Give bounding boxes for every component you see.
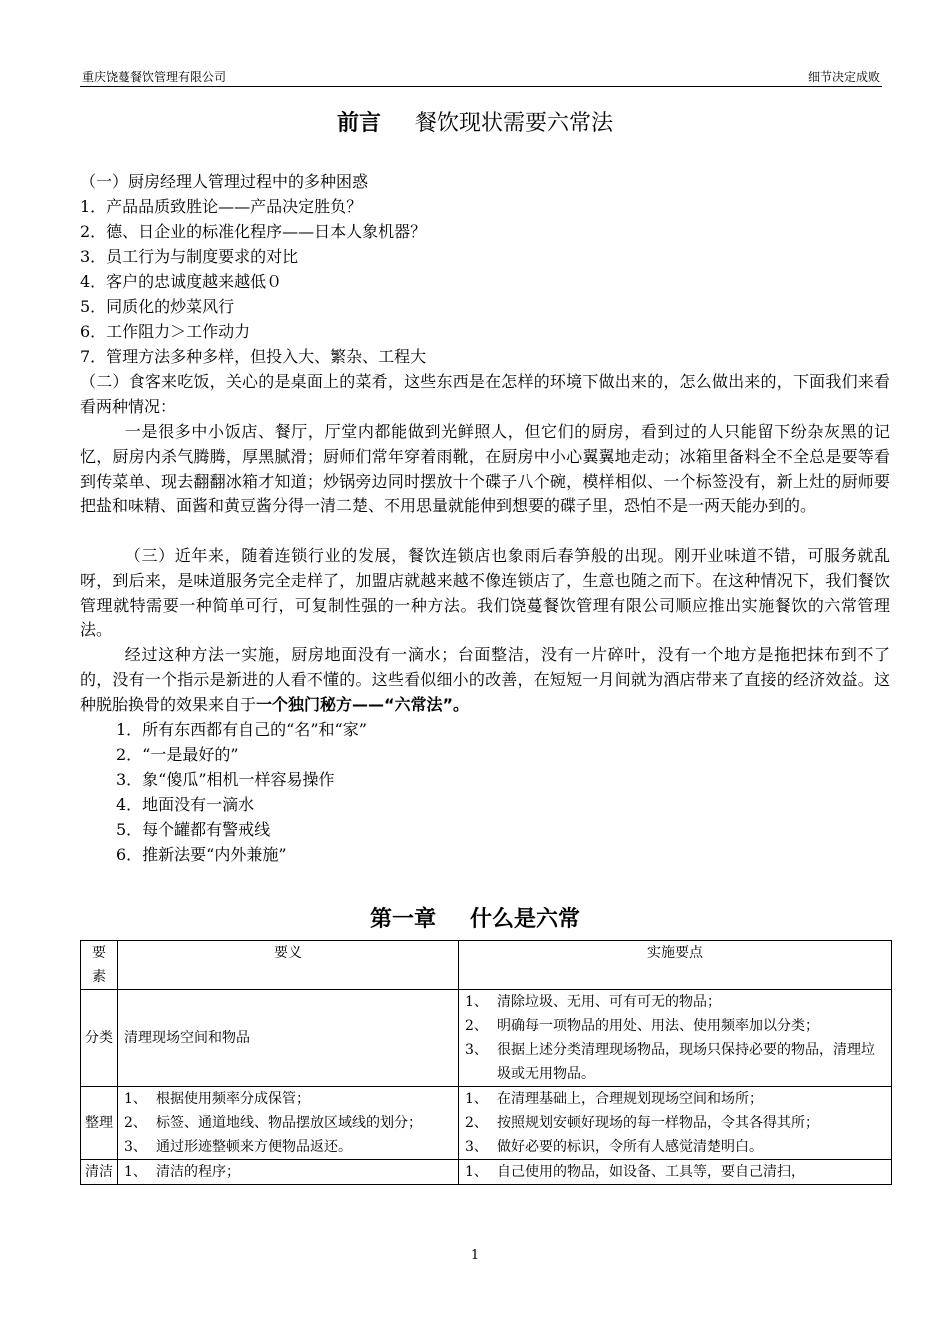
section3-item: 4．地面没有一滴水 (116, 795, 255, 814)
meaning-text: 清洁的程序； (156, 1164, 240, 1180)
row-points (459, 1160, 892, 1185)
point-text: 很据上述分类清理现场物品，现场只保持必要的物品，清理垃圾或无用物品。 (497, 1042, 875, 1082)
row-meaning: 清理现场空间和物品 (118, 990, 459, 1087)
section3-item: 5．每个罐都有警戒线 (116, 820, 271, 839)
row-meaning (118, 1087, 459, 1160)
meaning-number: 1、 (124, 1091, 147, 1107)
section1-item: 1．产品品质致胜论——产品决定胜负？ (80, 197, 363, 216)
point-text: 明确每一项物品的用处、用法、使用频率加以分类； (497, 1018, 819, 1034)
meaning-item (124, 1087, 452, 1111)
preface-title (0, 106, 950, 137)
section2-body: 一是很多中小饭店、餐厅，厅堂内都能做到光鲜照人，但它们的厨房，看到过的人只能留下纷杂灰黑的记忆，厨房内杀气腾腾，厚黑腻滑；厨师们常年穿着雨靴，在厨房中小心翼翼地走动；冰箱里备料全不全总是要等看到传菜单、现去翻翻冰箱才知道；炒锅旁边同时摆放十个碟子八个碗，模样相似、一个标签没有，新上灶的厨师要把盐和味精、面酱和黄豆酱分得一清二楚、不用思量就能伸到想要的碟子里，恐怕不是一两天能办到的。 (80, 422, 890, 516)
section1-heading: （一）厨房经理人管理过程中的多种困惑 (80, 172, 369, 191)
point-text: 做好必要的标识，令所有人感觉清楚明白。 (497, 1139, 763, 1155)
point-item (465, 1087, 885, 1111)
row-points (459, 990, 892, 1087)
meaning-text: 通过形迹整顿来方便物品返还。 (156, 1139, 352, 1155)
chapter1-heading: 什么是六常 (470, 906, 581, 932)
meaning-text: 标签、通道地线、物品摆放区域线的划分； (156, 1115, 422, 1131)
section1-item: 3．员工行为与制度要求的对比 (80, 247, 299, 266)
row-points (459, 1087, 892, 1160)
row-key: 整理 (81, 1087, 118, 1160)
chapter1-title (0, 902, 950, 933)
point-item (465, 1160, 885, 1184)
table-header-cell: 要素 (81, 941, 118, 990)
meaning-number: 2、 (124, 1115, 147, 1131)
table-row (81, 990, 892, 1087)
row-key: 清洁 (81, 1160, 118, 1185)
meaning-text: 根据使用频率分成保管； (156, 1091, 310, 1107)
point-number: 1、 (465, 994, 488, 1010)
point-text: 自己使用的物品，如设备、工具等，要自己清扫， (497, 1164, 805, 1180)
section1-item: 5．同质化的炒菜风行 (80, 297, 235, 316)
meaning-item (124, 1160, 452, 1184)
section3-body2 (80, 643, 890, 717)
point-number: 2、 (465, 1115, 488, 1131)
point-text: 清除垃圾、无用、可有可无的物品； (497, 994, 721, 1010)
meaning-item (124, 1111, 452, 1135)
table-row (81, 1087, 892, 1160)
table-header-row (81, 941, 892, 990)
section1-item: 4．客户的忠诚度越来越低０ (80, 272, 283, 291)
section3-item: 2．“一是最好的” (116, 745, 239, 764)
meaning-number: 3、 (124, 1139, 147, 1155)
row-meaning (118, 1160, 459, 1185)
header-company: 重庆饶蔓餐饮管理有限公司 (82, 70, 227, 84)
section1-item: 2．德、日企业的标准化程序——日本人象机器？ (80, 222, 427, 241)
point-item (465, 1014, 885, 1038)
point-number: 1、 (465, 1164, 488, 1180)
row-key: 分类 (81, 990, 118, 1087)
page-number: 1 (470, 1248, 480, 1263)
table-header-cell: 要义 (118, 941, 459, 990)
preface-heading: 餐饮现状需要六常法 (415, 111, 614, 136)
point-number: 2、 (465, 1018, 488, 1034)
chapter1-label: 第一章 (369, 906, 436, 932)
section1-item: 6．工作阻力＞工作动力 (80, 322, 251, 341)
section1-item: 7．管理方法多种多样，但投入大、繁杂、工程大 (80, 347, 427, 366)
point-number: 3、 (465, 1139, 488, 1155)
page-header (80, 68, 882, 87)
section3-emphasis: 一个独门秘方——“六常法”。 (256, 694, 470, 714)
point-item (465, 1135, 885, 1159)
meaning-number: 1、 (124, 1164, 147, 1180)
point-number: 3、 (465, 1042, 488, 1058)
point-item (465, 990, 885, 1014)
section2-intro: （二）食客来吃饭，关心的是桌面上的菜肴，这些东西是在怎样的环境下做出来的，怎么做出来的，下面我们来看看两种情况： (80, 372, 890, 416)
six-s-table (80, 940, 892, 1185)
section3-item: 3．象“傻瓜”相机一样容易操作 (116, 770, 335, 789)
section3-body: （三）近年来，随着连锁行业的发展，餐饮连锁店也象雨后春笋般的出现。刚开业味道不错，可服务就乱呀，到后来，是味道服务完全走样了，加盟店就越来越不像连锁店了，生意也随之而下。在这种情况下，我们餐饮管理就特需要一种简单可行，可复制性强的一种方法。我们饶蔓餐饮管理有限公司顺应推出实施餐饮的六常管理法。 (80, 546, 890, 640)
point-item (465, 1038, 885, 1086)
table-header-cell: 实施要点 (459, 941, 892, 990)
point-item (465, 1111, 885, 1135)
section3-item: 1．所有东西都有自己的“名”和“家” (116, 720, 367, 739)
header-slogan: 细节决定成败 (807, 70, 880, 84)
section3-item: 6．推新法要“内外兼施” (116, 845, 287, 864)
table-row (81, 1160, 892, 1185)
point-number: 1、 (465, 1091, 488, 1107)
preface-label: 前言 (336, 110, 381, 136)
meaning-item (124, 1135, 452, 1159)
point-text: 在清理基础上，合理规划现场空间和场所； (497, 1091, 763, 1107)
point-text: 按照规划安顿好现场的每一样物品，令其各得其所； (497, 1115, 819, 1131)
section3-body2-text: 经过这种方法一实施，厨房地面没有一滴水；台面整洁，没有一片碎叶，没有一个地方是拖把抹布到不了的，没有一个指示是新进的人看不懂的。这些看似细小的改善，在短短一月间就为酒店带来了直接的经济效益。这种脱胎换骨的效果来自于 (80, 645, 890, 714)
